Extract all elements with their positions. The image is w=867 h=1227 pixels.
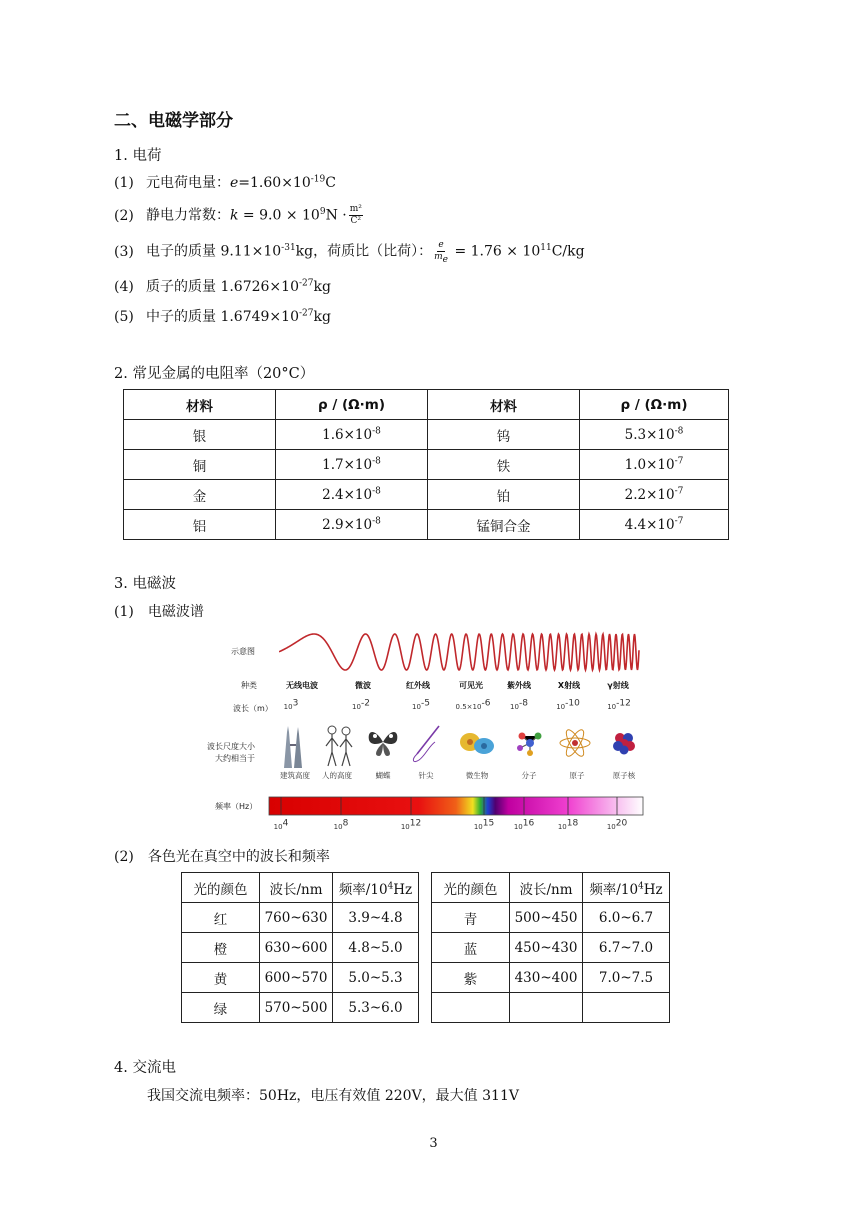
freq-tick: $10^{12}$ — [400, 818, 422, 831]
table-header-row — [182, 873, 670, 903]
freq-tick: $10^{18}$ — [557, 818, 579, 831]
section-title: 二、电磁学部分 — [114, 111, 233, 131]
frequency-cell: 6.7~7.0 — [583, 933, 670, 963]
wavelength-cell: 570~500 — [260, 993, 333, 1023]
freq-tick: $10^8$ — [333, 818, 349, 831]
color-cell: 青 — [432, 903, 510, 933]
scale-atom: 原子 — [569, 771, 585, 780]
table-header-row — [124, 390, 729, 420]
charge-item-3: (3) 电子的质量 $9.11\times 10^{-31}kg$，荷质比（比荷）： $\frac{e}{m_e}$ = $1.76 \times 10^{11}C/kg$ — [114, 240, 585, 265]
color-cell: 绿 — [182, 993, 260, 1023]
header-material: 材料 — [124, 390, 276, 420]
nucleus-icon — [610, 728, 638, 756]
kind-gamma: γ射线 — [607, 681, 629, 690]
table-gap — [419, 903, 432, 933]
butterfly-icon — [365, 726, 401, 760]
table-gap — [419, 963, 432, 993]
wavelength-value: $10^{-5}$ — [412, 698, 430, 711]
resistivity-cell: $1.7\times 10^{-8}$ — [276, 450, 428, 480]
wavelength-cell: 600~570 — [260, 963, 333, 993]
em-spectrum-figure — [207, 628, 651, 840]
material-cell: 铂 — [428, 480, 580, 510]
freq-tick: $10^{15}$ — [473, 818, 495, 831]
wavelength-cell: 760~630 — [260, 903, 333, 933]
color-cell: 黄 — [182, 963, 260, 993]
kind-infrared: 红外线 — [406, 681, 430, 690]
color-cell: 红 — [182, 903, 260, 933]
frequency-cell — [583, 993, 670, 1023]
wavelength-value: $0.5\times 10^{-6}$ — [455, 698, 491, 711]
header-wavelength: 波长/nm — [510, 873, 583, 903]
resistivity-heading: 2. 常见金属的电阻率（20°C） — [114, 366, 315, 382]
table-gap — [419, 993, 432, 1023]
scale-needle: 针尖 — [418, 771, 434, 780]
scale-microbe: 微生物 — [465, 771, 489, 780]
frequency-cell: 5.3~6.0 — [333, 993, 419, 1023]
wavelength-value: $10^{-12}$ — [607, 698, 631, 711]
color-cell: 紫 — [432, 963, 510, 993]
resistivity-cell: $1.0\times 10^{-7}$ — [580, 450, 729, 480]
color-cell: 橙 — [182, 933, 260, 963]
color-light-table — [181, 872, 670, 1023]
row-label-wavelength: 波长（m） — [233, 704, 273, 713]
material-cell: 钨 — [428, 420, 580, 450]
wavelength-value: $10^3$ — [283, 698, 299, 711]
table-row — [124, 420, 729, 450]
kind-ultraviolet: 紫外线 — [507, 681, 531, 690]
resistivity-cell: $2.2\times 10^{-7}$ — [580, 480, 729, 510]
ac-text: 我国交流电频率：50Hz，电压有效值 220V，最大值 311V — [147, 1088, 519, 1104]
microbe-icon — [458, 728, 496, 758]
charge-item-5: (5) 中子的质量 $1.6749\times 10^{-27}kg$ — [114, 308, 331, 325]
row-label-diagram: 示意图 — [231, 647, 255, 656]
frequency-bar — [267, 796, 645, 818]
scale-nucleus: 原子核 — [612, 771, 636, 780]
kind-radio: 无线电波 — [286, 681, 318, 690]
kind-xray: X射线 — [557, 681, 581, 690]
scale-building: 建筑高度 — [280, 771, 310, 780]
charge-item-4: (4) 质子的质量 $1.6726\times 10^{-27}kg$ — [114, 278, 331, 295]
wavelength-value: $10^{-10}$ — [556, 698, 580, 711]
freq-tick: $10^{16}$ — [513, 818, 535, 831]
table-row — [124, 480, 729, 510]
table-gap — [419, 933, 432, 963]
kind-microwave: 微波 — [355, 681, 371, 690]
wavelength-cell — [510, 993, 583, 1023]
wavelength-cell: 630~600 — [260, 933, 333, 963]
table-row — [182, 903, 670, 933]
header-color: 光的颜色 — [432, 873, 510, 903]
row-label-scale-2: 大约相当于 — [215, 754, 255, 763]
resistivity-table — [123, 389, 729, 540]
resistivity-cell: $2.9\times 10^{-8}$ — [276, 510, 428, 540]
charge-heading: 1. 电荷 — [114, 148, 162, 164]
needle-icon — [409, 724, 443, 764]
material-cell: 铝 — [124, 510, 276, 540]
material-cell: 锰铜合金 — [428, 510, 580, 540]
em-spectrum-subheading: (1) 电磁波谱 — [114, 604, 204, 620]
color-cell — [432, 993, 510, 1023]
header-frequency: 频率$/10^4Hz$ — [333, 873, 419, 903]
material-cell: 铜 — [124, 450, 276, 480]
row-label-frequency: 频率（Hz） — [215, 802, 258, 811]
human-icon — [323, 724, 355, 768]
resistivity-cell: $5.3\times 10^{-8}$ — [580, 420, 729, 450]
resistivity-cell: $2.4\times 10^{-8}$ — [276, 480, 428, 510]
color-light-subheading: (2) 各色光在真空中的波长和频率 — [114, 849, 330, 865]
molecule-icon — [514, 728, 544, 758]
header-resistivity: ρ / (Ω·m) — [276, 390, 428, 420]
material-cell: 金 — [124, 480, 276, 510]
row-label-scale-1: 波长尺度大小 — [207, 742, 255, 751]
wavelength-cell: 430~400 — [510, 963, 583, 993]
frequency-cell: 3.9~4.8 — [333, 903, 419, 933]
wavelength-value: $10^{-2}$ — [352, 698, 370, 711]
resistivity-cell: $1.6\times 10^{-8}$ — [276, 420, 428, 450]
atom-icon — [558, 726, 592, 760]
row-label-kind: 种类 — [241, 681, 257, 690]
freq-tick: $10^4$ — [273, 818, 289, 831]
wavelength-cell: 450~430 — [510, 933, 583, 963]
wave-curve — [279, 634, 639, 670]
table-row — [182, 963, 670, 993]
table-gap — [419, 873, 432, 903]
header-resistivity: ρ / (Ω·m) — [580, 390, 729, 420]
header-color: 光的颜色 — [182, 873, 260, 903]
charge-item-2: (2) 静电力常数：$k = 9.0 \times 10^9N$ · $\frac{\text{m²}}{\text{C²}}$ — [114, 204, 362, 226]
color-cell: 蓝 — [432, 933, 510, 963]
frequency-cell: 7.0~7.5 — [583, 963, 670, 993]
em-wave-heading: 3. 电磁波 — [114, 576, 176, 592]
building-icon — [278, 724, 308, 768]
ac-heading: 4. 交流电 — [114, 1060, 176, 1076]
page-number: 3 — [429, 1136, 438, 1151]
freq-tick: $10^{20}$ — [606, 818, 628, 831]
scale-molecule: 分子 — [521, 771, 537, 780]
wavelength-value: $10^{-8}$ — [510, 698, 528, 711]
material-cell: 铁 — [428, 450, 580, 480]
material-cell: 银 — [124, 420, 276, 450]
table-row — [182, 993, 670, 1023]
charge-item-1: (1) 元电荷电量：$e=1.60\times 10^{-19}C$ — [114, 174, 336, 191]
table-row — [124, 510, 729, 540]
table-row — [124, 450, 729, 480]
scale-human: 人的高度 — [322, 771, 352, 780]
frequency-cell: 4.8~5.0 — [333, 933, 419, 963]
scale-butterfly: 蝴蝶 — [375, 771, 391, 780]
wavelength-cell: 500~450 — [510, 903, 583, 933]
table-row — [182, 933, 670, 963]
frequency-cell: 5.0~5.3 — [333, 963, 419, 993]
header-material: 材料 — [428, 390, 580, 420]
header-frequency: 频率$/10^4Hz$ — [583, 873, 670, 903]
kind-visible: 可见光 — [459, 681, 483, 690]
wave-diagram — [279, 630, 641, 674]
header-wavelength: 波长/nm — [260, 873, 333, 903]
resistivity-cell: $4.4\times 10^{-7}$ — [580, 510, 729, 540]
frequency-cell: 6.0~6.7 — [583, 903, 670, 933]
